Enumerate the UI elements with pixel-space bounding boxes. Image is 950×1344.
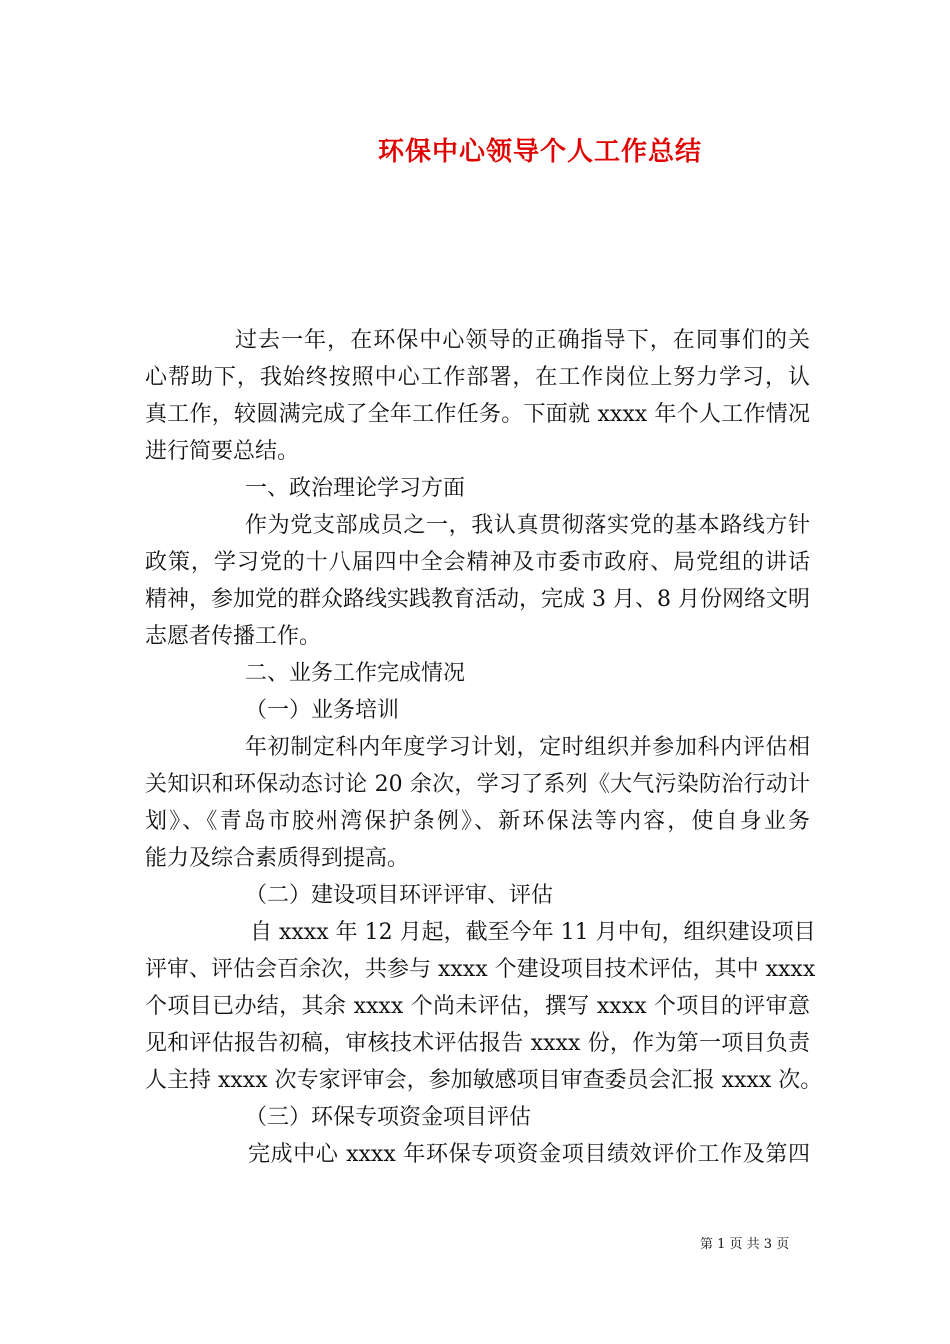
paragraph-line: 志愿者传播工作。 (145, 624, 322, 649)
paragraph-line: 能力及综合素质得到提高。 (145, 846, 410, 871)
paragraph-line: 自 xxxx 年 12 月起，截至今年 11 月中旬，组织建设项目 (250, 920, 816, 945)
paragraph-line: 人主持 xxxx 次专家评审会，参加敏感项目审查委员会汇报 xxxx 次。 (145, 1068, 823, 1093)
subsection-heading: （二）建设项目环评评审、评估 (245, 883, 554, 908)
paragraph-line: 政策，学习党的十八届四中全会精神及市委市政府、局党组的讲话 (145, 550, 810, 575)
paragraph-line: 划》、《青岛市胶州湾保护条例》、新环保法等内容，使自身业务 (145, 809, 810, 834)
paragraph-line: 完成中心 xxxx 年环保专项资金项目绩效评价工作及第四 (248, 1142, 810, 1167)
paragraph-line: 进行简要总结。 (145, 439, 300, 464)
paragraph-line: 真工作，较圆满完成了全年工作任务。下面就 xxxx 年个人工作情况 (145, 402, 810, 427)
paragraph-line: 过去一年，在环保中心领导的正确指导下，在同事们的关 (235, 328, 810, 353)
page-number: 第 1 页 共 3 页 (700, 1237, 790, 1252)
section-heading: 一、政治理论学习方面 (245, 476, 466, 501)
paragraph-line: 个项目已办结，其余 xxxx 个尚未评估，撰写 xxxx 个项目的评审意 (145, 994, 810, 1019)
subsection-heading: （一）业务培训 (245, 698, 400, 723)
paragraph-line: 心帮助下，我始终按照中心工作部署，在工作岗位上努力学习，认 (145, 365, 810, 390)
subsection-heading: （三）环保专项资金项目评估 (245, 1105, 532, 1130)
paragraph-line: 作为党支部成员之一，我认真贯彻落实党的基本路线方针 (245, 513, 810, 538)
section-heading: 二、业务工作完成情况 (245, 661, 466, 686)
paragraph-line: 关知识和环保动态讨论 20 余次，学习了系列《大气污染防治行动计 (145, 772, 810, 797)
document-title: 环保中心领导个人工作总结 (377, 137, 702, 167)
paragraph-line: 年初制定科内年度学习计划，定时组织并参加科内评估相 (245, 735, 810, 760)
paragraph-line: 精神，参加党的群众路线实践教育活动，完成 3 月、8 月份网络文明 (145, 587, 810, 612)
paragraph-line: 见和评估报告初稿，审核技术评估报告 xxxx 份，作为第一项目负责 (145, 1031, 810, 1056)
paragraph-line: 评审、评估会百余次，共参与 xxxx 个建设项目技术评估，其中 xxxx (145, 957, 816, 982)
